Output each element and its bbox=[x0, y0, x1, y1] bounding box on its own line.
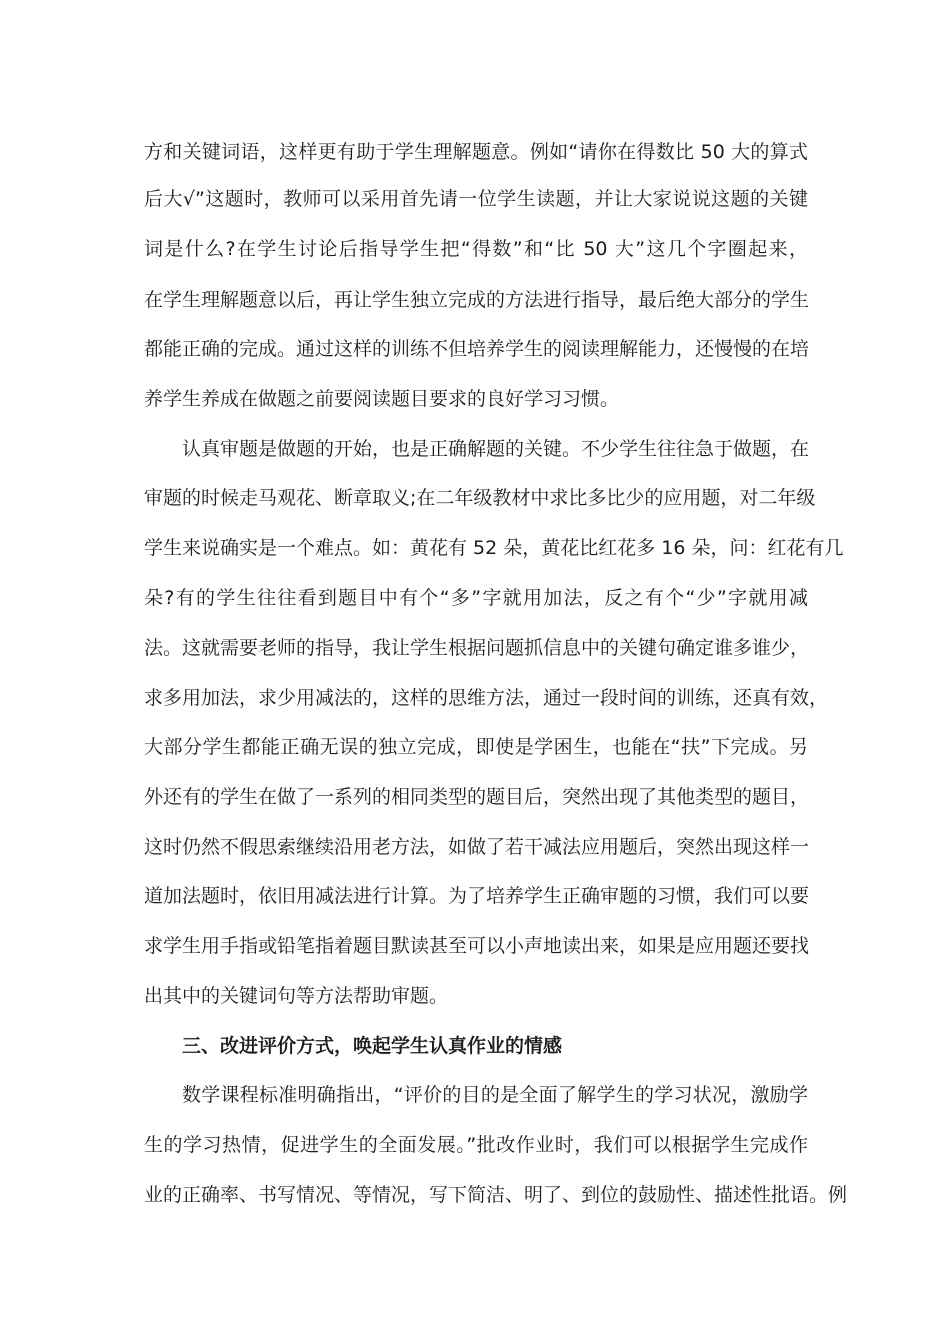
paragraph-line: 认真审题是做题的开始，也是正确解题的关键。不少学生往往急于做题，在 bbox=[182, 438, 810, 460]
paragraph-line: 在学生理解题意以后，再让学生独立完成的方法进行指导，最后绝大部分的学生 bbox=[144, 289, 810, 311]
paragraph-line: 朵?有的学生往往看到题目中有个“多”字就用加法，反之有个“少”字就用减 bbox=[144, 587, 808, 609]
paragraph-line: 出其中的关键词句等方法帮助审题。 bbox=[144, 985, 449, 1007]
paragraph-line: 审题的时候走马观花、断章取义;在二年级教材中求比多比少的应用题，对二年级 bbox=[144, 487, 816, 509]
paragraph-line: 这时仍然不假思索继续沿用老方法，如做了若干减法应用题后，突然出现这样一 bbox=[144, 836, 810, 858]
section-heading: 三、改进评价方式，唤起学生认真作业的情感 bbox=[182, 1035, 563, 1057]
paragraph-line: 求学生用手指或铅笔指着题目默读甚至可以小声地读出来，如果是应用题还要找 bbox=[144, 935, 810, 957]
paragraph-line: 数学课程标准明确指出，“评价的目的是全面了解学生的学习状况，激励学 bbox=[182, 1084, 808, 1106]
paragraph-line: 法。这就需要老师的指导，我让学生根据问题抓信息中的关键句确定谁多谁少， bbox=[144, 637, 810, 659]
paragraph-line: 词是什么?在学生讨论后指导学生把“得数”和“比 50 大”这几个字圈起来， bbox=[144, 238, 808, 260]
paragraph-line: 外还有的学生在做了一系列的相同类型的题目后，突然出现了其他类型的题目， bbox=[144, 786, 810, 808]
paragraph-line: 业的正确率、书写情况、等情况，写下简洁、明了、到位的鼓励性、描述性批语。例 bbox=[144, 1184, 848, 1206]
paragraph-line: 后大√”这题时，教师可以采用首先请一位学生读题，并让大家说说这题的关键 bbox=[144, 188, 808, 210]
paragraph-line: 生的学习热情，促进学生的全面发展。”批改作业时，我们可以根据学生完成作 bbox=[144, 1134, 808, 1156]
paragraph-line: 大部分学生都能正确无误的独立完成，即使是学困生，也能在“扶”下完成。另 bbox=[144, 736, 808, 758]
paragraph-line: 都能正确的完成。通过这样的训练不但培养学生的阅读理解能力，还慢慢的在培 bbox=[144, 338, 810, 360]
paragraph-line: 学生来说确实是一个难点。如：黄花有 52 朵，黄花比红花多 16 朵，问：红花有几 bbox=[144, 537, 844, 559]
paragraph-line: 求多用加法，求少用减法的，这样的思维方法，通过一段时间的训练，还真有效， bbox=[144, 687, 829, 709]
paragraph-line: 道加法题时，依旧用减法进行计算。为了培养学生正确审题的习惯，我们可以要 bbox=[144, 885, 810, 907]
paragraph-line: 养学生养成在做题之前要阅读题目要求的良好学习习惯。 bbox=[144, 388, 620, 410]
paragraph-line: 方和关键词语，这样更有助于学生理解题意。例如“请你在得数比 50 大的算式 bbox=[144, 141, 808, 163]
